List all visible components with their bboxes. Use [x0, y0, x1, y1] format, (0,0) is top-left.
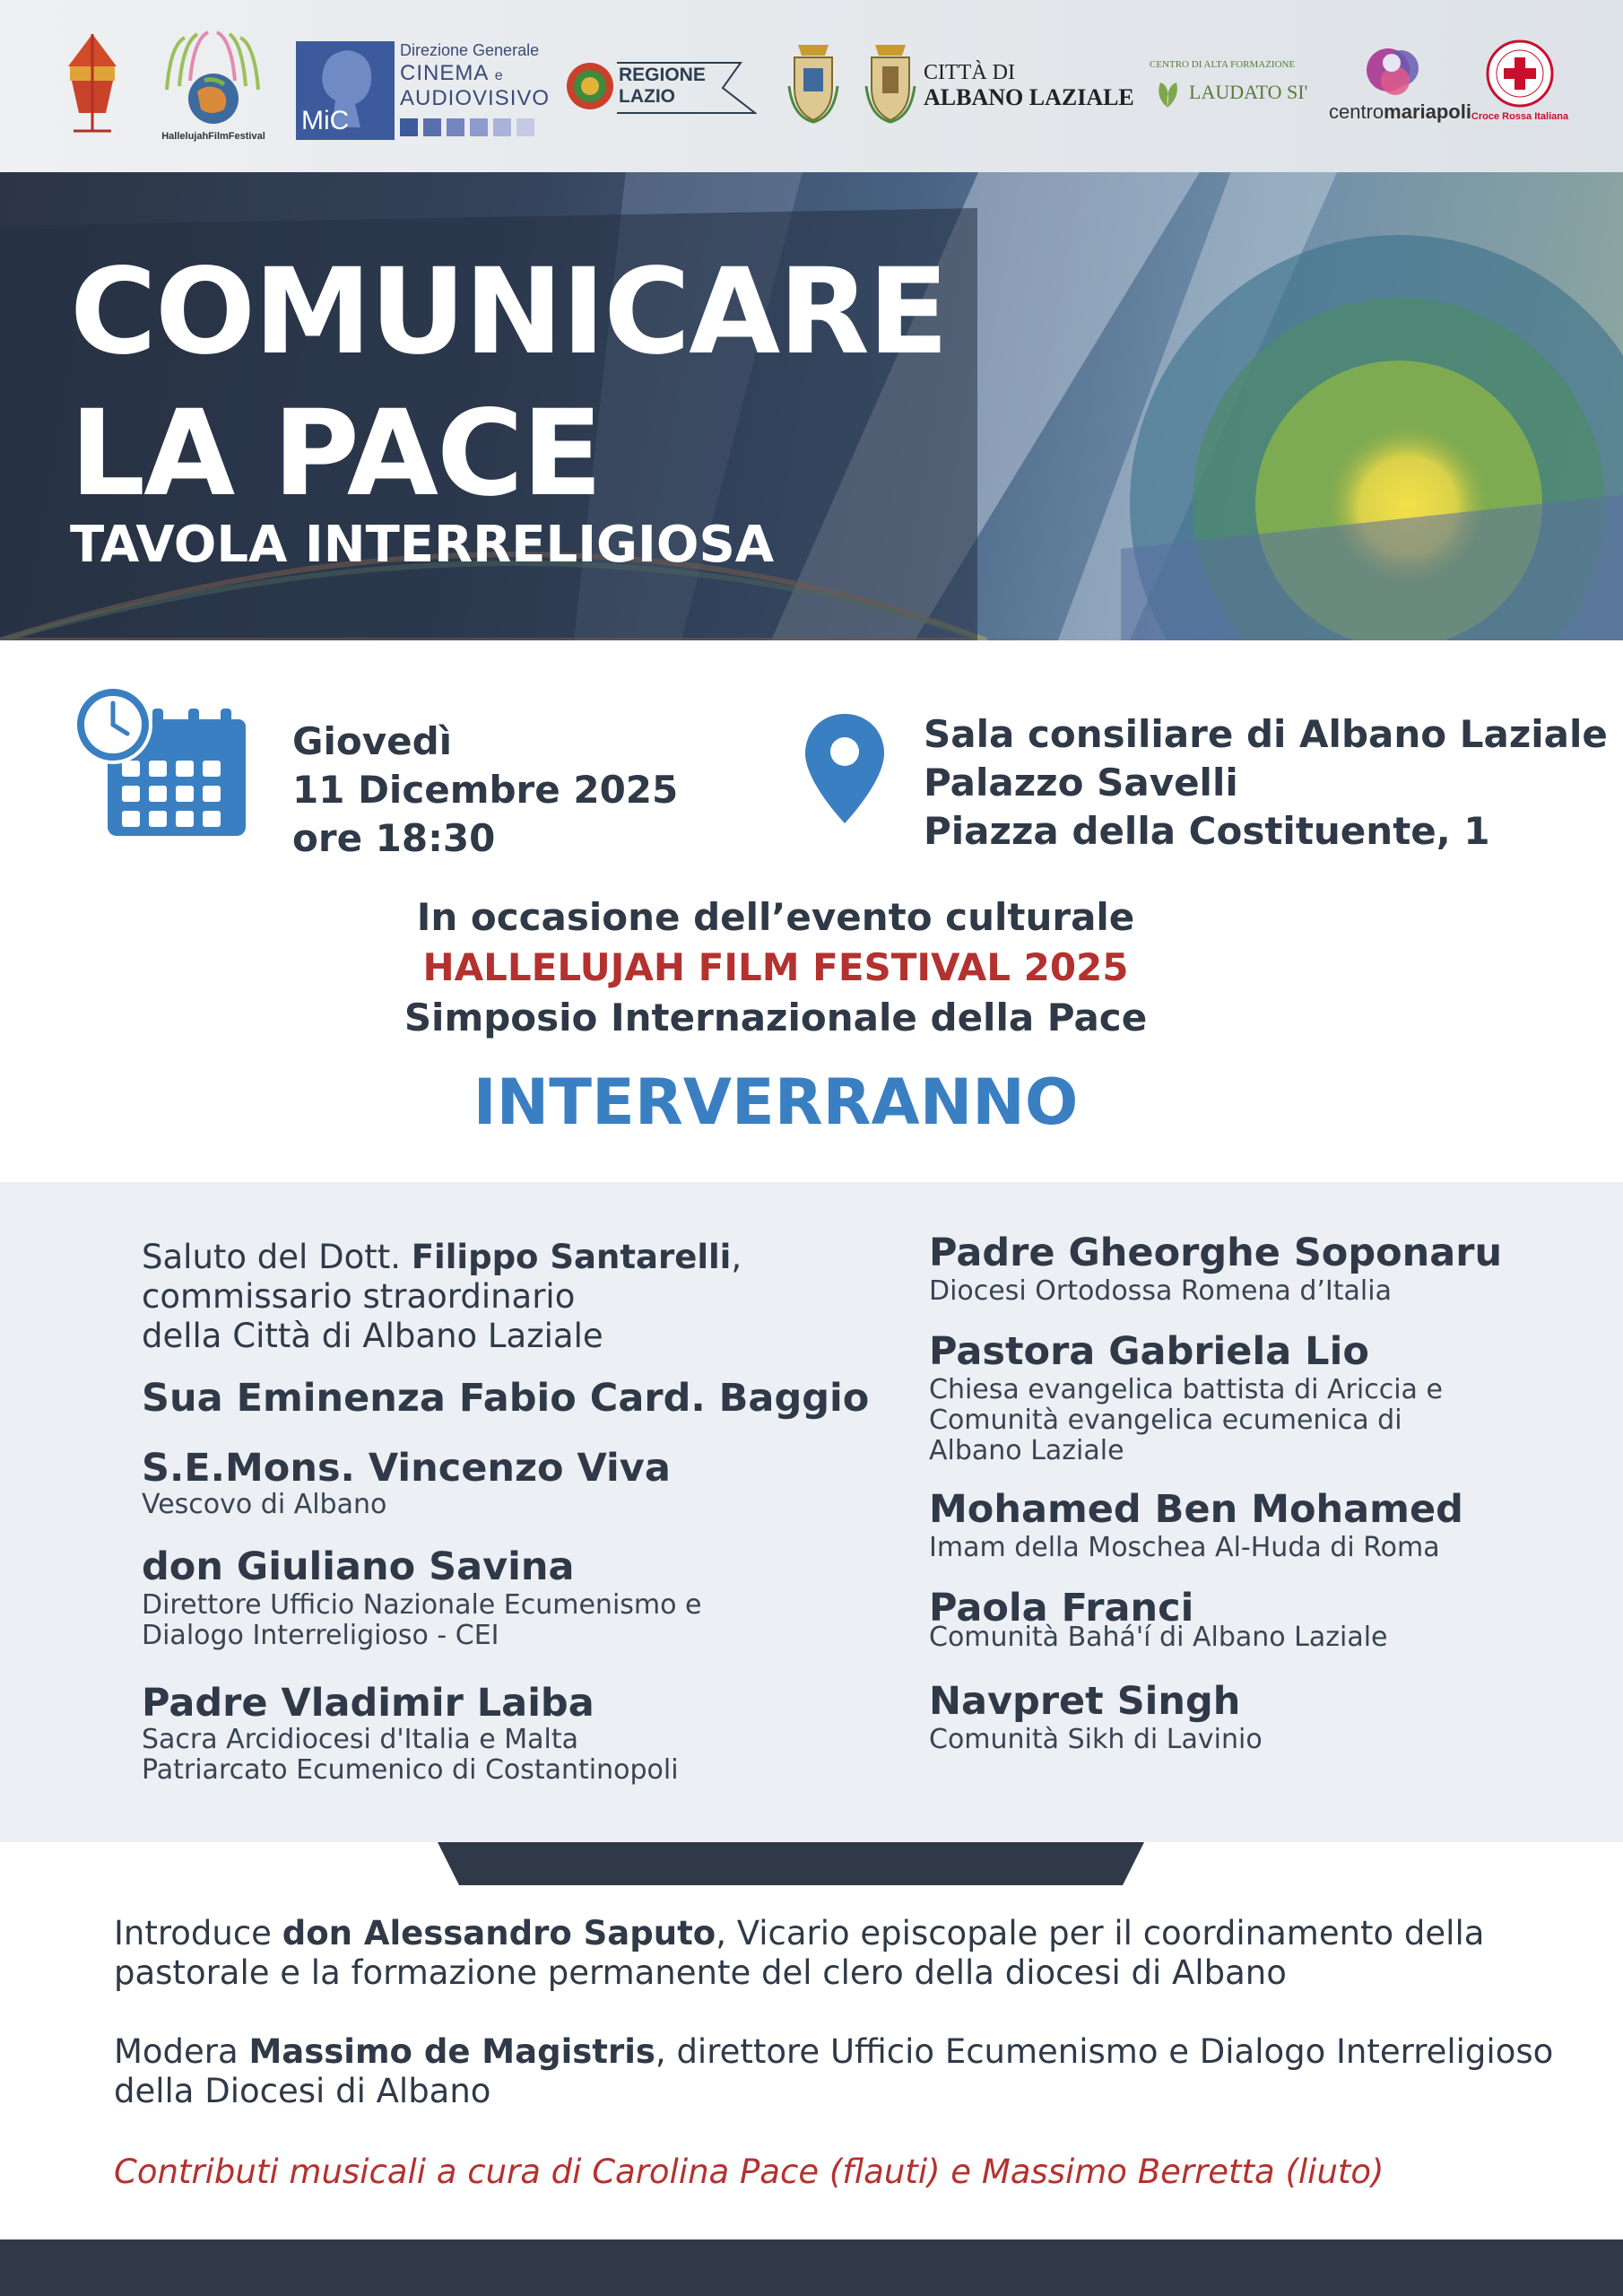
speaker-role: Dialogo Interreligioso - CEI [142, 1620, 499, 1651]
croce-rossa-text: Croce Rossa Italiana [1471, 111, 1569, 122]
speaker-role: Patriarcato Ecumenico di Costantinopoli [142, 1754, 679, 1786]
logo-strip [0, 0, 1623, 172]
diocese-seal-logo [54, 30, 131, 138]
speaker-name: Paola Franci [929, 1586, 1194, 1631]
albano-line1: CITTÀ DI [924, 61, 1015, 84]
film-festival-logo [158, 27, 269, 149]
mic-line2b: e [494, 68, 504, 83]
speaker-name: S.E.Mons. Vincenzo Viva [142, 1446, 671, 1491]
speaker-role: Comunità Sikh di Lavinio [929, 1724, 1263, 1755]
speaker-role: Albano Laziale [929, 1435, 1124, 1466]
laudato-line1: CENTRO DI ALTA FORMAZIONE [1150, 59, 1296, 70]
film-festival-logo-text: HallelujahFilmFestival [161, 131, 265, 142]
speaker-role: Direttore Ufficio Nazionale Ecumenismo e [142, 1589, 702, 1621]
hero-title-line2: LA PACE [70, 385, 602, 523]
hero-subtitle: TAVOLA INTERRELIGIOSA [70, 516, 775, 574]
laudato-si-logo [1150, 59, 1320, 118]
mic-logo-block [296, 41, 395, 140]
speaker-role: Sacra Arcidiocesi d'Italia e Malta [142, 1724, 579, 1755]
moderator-line2: della Diocesi di Albano [114, 2072, 491, 2110]
event-time: ore 18:30 [292, 816, 496, 860]
regione-line1: REGIONE [619, 65, 706, 85]
speaker-role: Comunità Bahá'í di Albano Laziale [929, 1622, 1388, 1653]
introduce-line2: pastorale e la formazione permanente del clero della diocesi di Albano [114, 1953, 1287, 1992]
occasion-line3: Simposio Internazionale della Pace [404, 996, 1148, 1039]
occasion-line2: HALLELUJAH FILM FESTIVAL 2025 [422, 945, 1129, 989]
speaker-name: don Giuliano Savina [142, 1544, 575, 1589]
speaker-role: Vescovo di Albano [142, 1489, 387, 1520]
occasion-line1: In occasione dell’evento culturale [416, 895, 1135, 939]
regione-lazio-logo [565, 61, 757, 115]
venue-line1: Sala consiliare di Albano Laziale [924, 712, 1608, 756]
mic-abbr: MiC [301, 106, 350, 135]
speaker-role: Imam della Moschea Al-Huda di Roma [929, 1532, 1440, 1563]
event-day: Giovedì [292, 719, 453, 763]
albano-laziale-logo [863, 41, 1132, 127]
speaker-name: Pastora Gabriela Lio [929, 1329, 1369, 1374]
speaker-name: Padre Gheorghe Soponaru [929, 1231, 1503, 1275]
mariapoli-a: centro [1329, 100, 1384, 123]
section-divider [438, 1842, 1144, 1885]
map-pin-icon [803, 710, 886, 827]
mic-line2: CINEMA [400, 61, 489, 85]
croce-rossa-logo [1471, 38, 1569, 127]
speaker-role: Diocesi Ortodossa Romena d’Italia [929, 1275, 1392, 1307]
greeting-line3: della Città di Albano Laziale [142, 1317, 603, 1355]
greeting-line1: Saluto del Dott. Filippo Santarelli, [142, 1238, 742, 1276]
event-date: 11 Dicembre 2025 [292, 768, 679, 812]
crest-logo [785, 41, 841, 124]
calendar-clock-icon [72, 683, 251, 839]
mariapoli-b: mariapoli [1384, 100, 1471, 123]
mic-line1: Direzione Generale [400, 41, 540, 59]
speakers-heading: INTERVERRANNO [473, 1065, 1079, 1139]
greeting-line2: commissario straordinario [142, 1277, 576, 1316]
speaker-name: Padre Vladimir Laiba [142, 1681, 595, 1726]
footer-bar [0, 2239, 1623, 2296]
venue-line2: Palazzo Savelli [924, 761, 1238, 804]
speakers-panel [0, 1182, 1623, 1842]
laudato-line2: LAUDATO SI' [1189, 81, 1308, 103]
speaker-role: Chiesa evangelica battista di Ariccia e [929, 1374, 1443, 1405]
venue-line3: Piazza della Costituente, 1 [924, 809, 1490, 853]
regione-line2: LAZIO [619, 86, 675, 107]
centro-mariapoli-logo [1329, 43, 1471, 129]
moderator-line1: Modera Massimo de Magistris, direttore Ufficio Ecumenismo e Dialogo Interreligioso [114, 2032, 1554, 2071]
speaker-name: Mohamed Ben Mohamed [929, 1487, 1463, 1532]
mic-logo [296, 41, 551, 140]
mic-color-squares [400, 118, 534, 136]
speaker-name: Navpret Singh [929, 1679, 1241, 1724]
introduce-line1: Introduce don Alessandro Saputo, Vicario episcopale per il coordinamento della [114, 1914, 1485, 1952]
hero-title-line1: COMUNICARE [70, 243, 948, 381]
mic-line3: AUDIOVISIVO [400, 86, 551, 110]
speaker-role: Comunità evangelica ecumenica di [929, 1405, 1402, 1436]
music-credits: Contributi musicali a cura di Carolina Pace (flauti) e Massimo Berretta (liuto) [114, 2152, 1384, 2191]
speaker-name: Sua Eminenza Fabio Card. Baggio [142, 1376, 870, 1421]
hero-banner [0, 172, 1623, 640]
albano-line2: ALBANO LAZIALE [924, 84, 1134, 110]
